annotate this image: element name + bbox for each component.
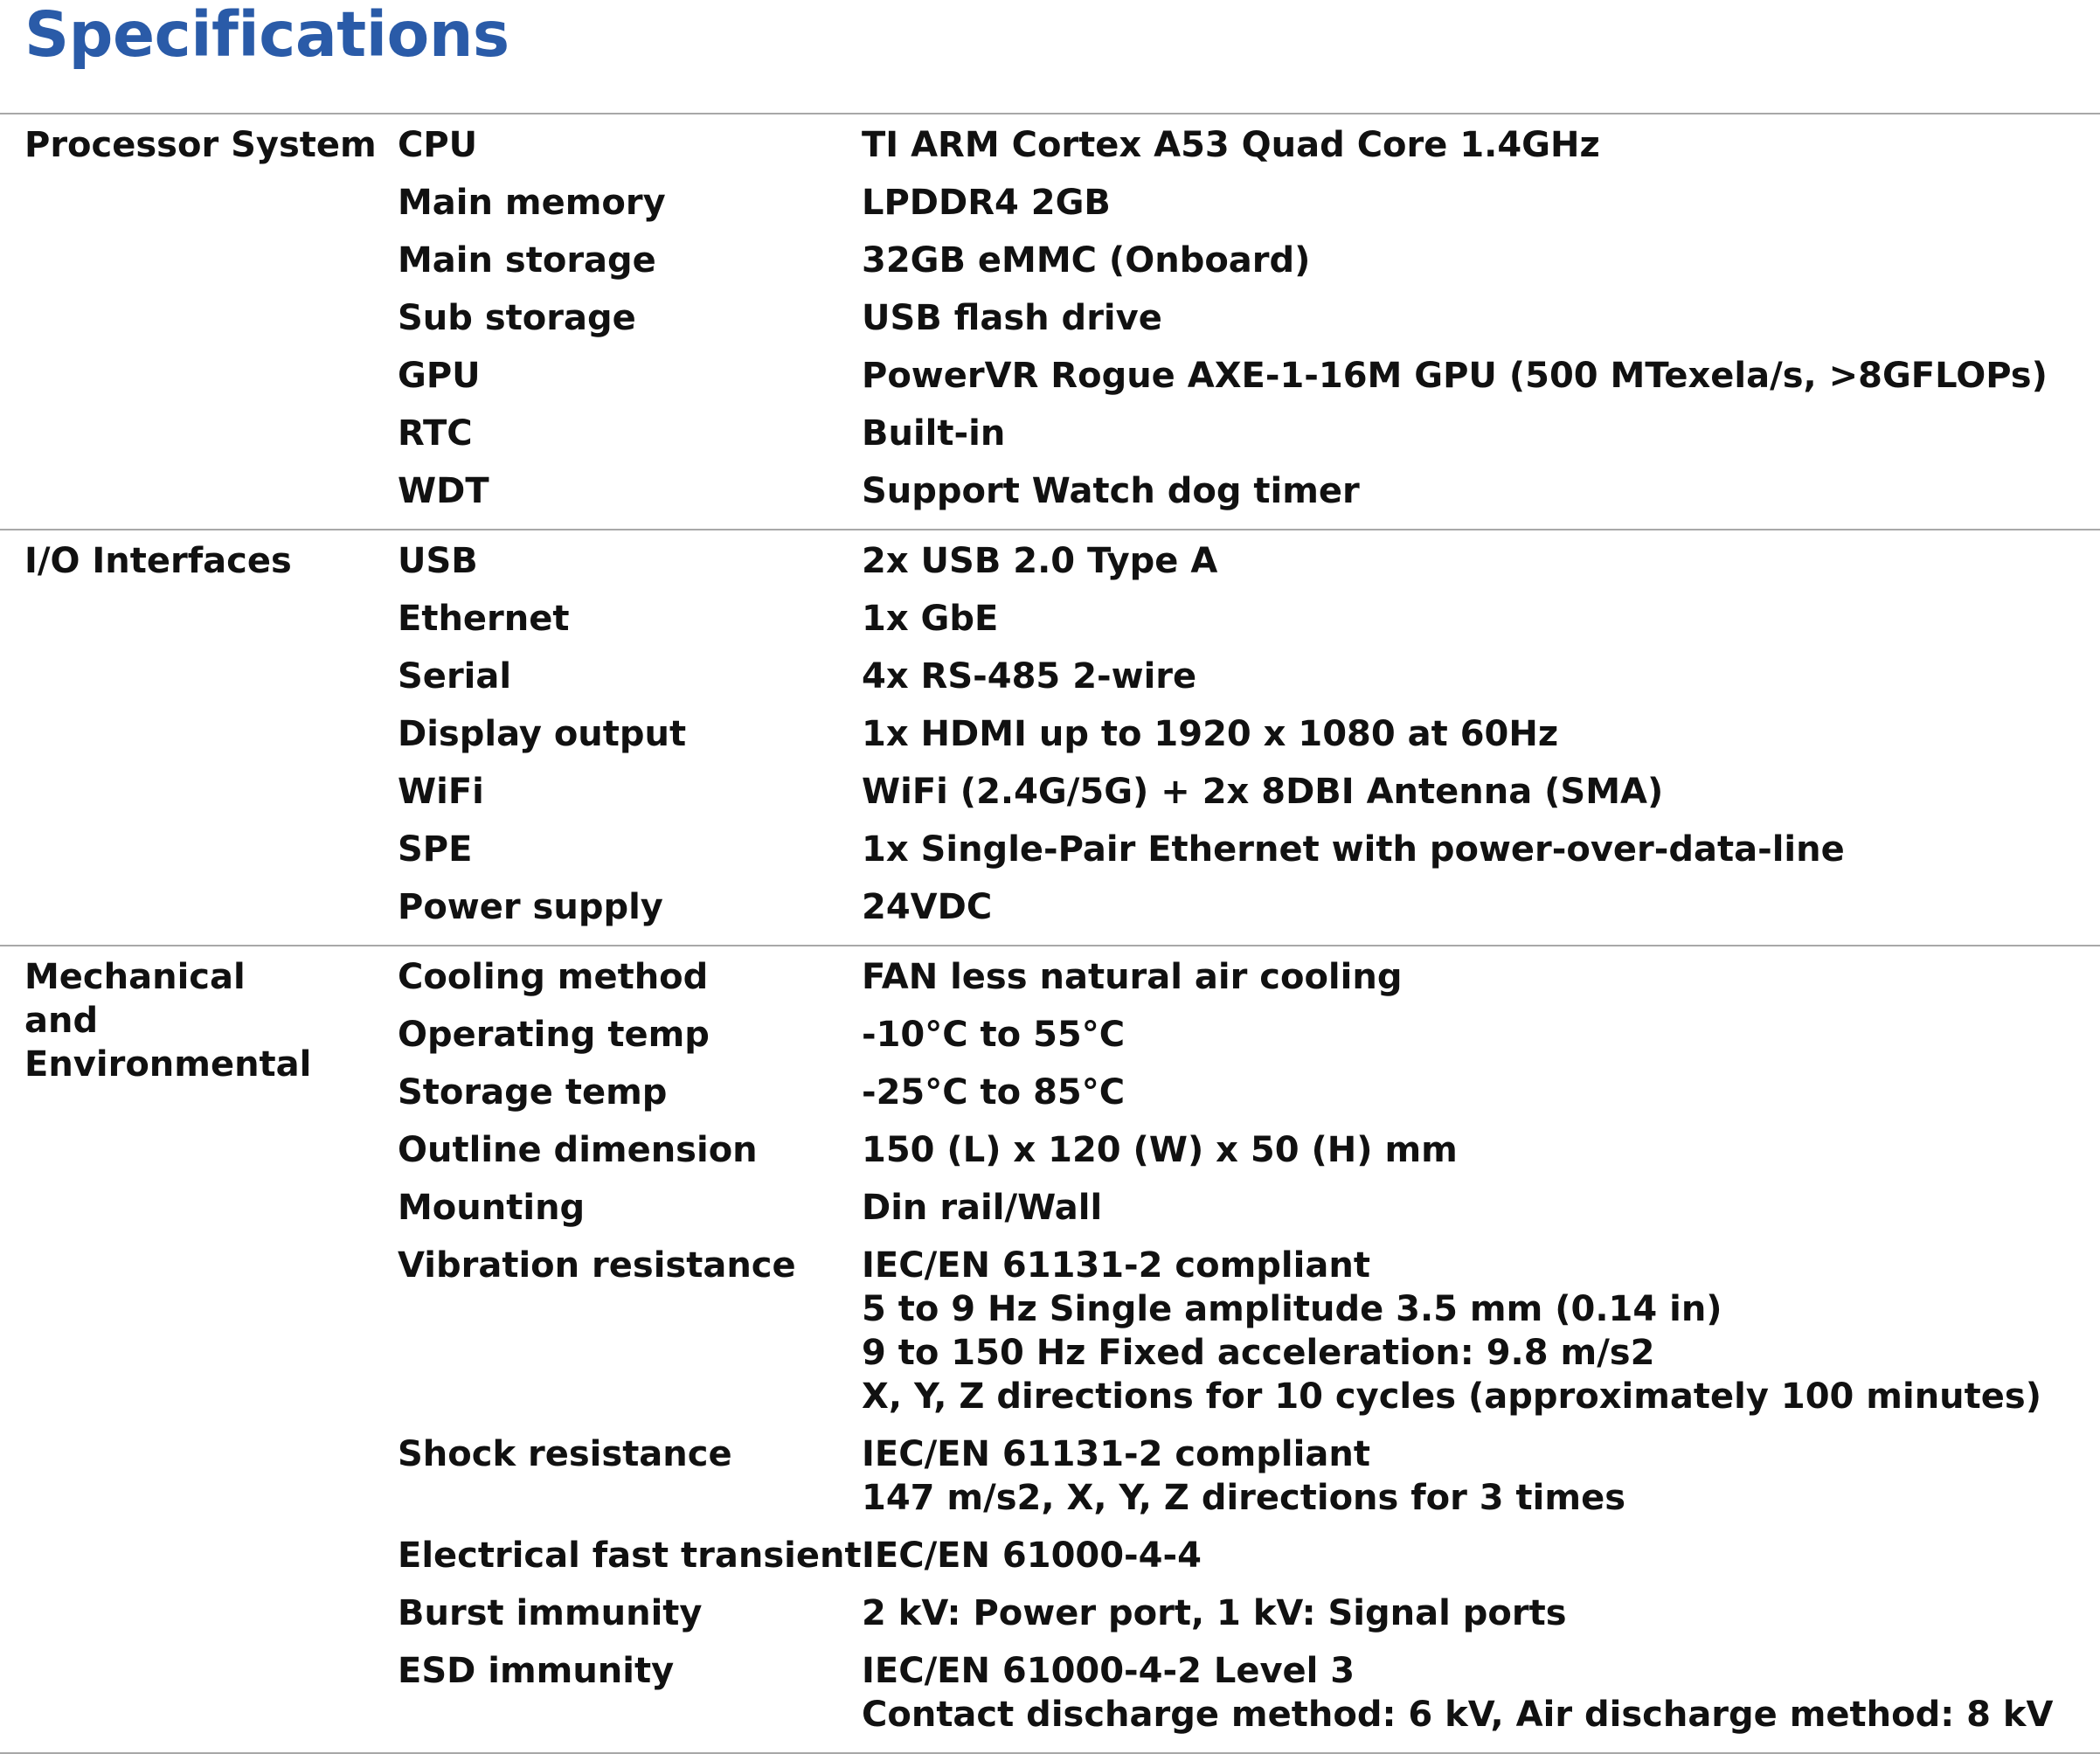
spec-row xyxy=(398,1432,2100,1520)
spec-value-line: IEC/EN 61131-2 compliant xyxy=(862,1245,1370,1286)
spec-value xyxy=(862,539,2100,583)
spec-value-line: X, Y, Z directions for 10 cycles (approximately 100 minutes) xyxy=(862,1376,2041,1417)
section-heading-line: Mechanical xyxy=(24,957,246,997)
spec-value-line: LPDDR4 2GB xyxy=(862,183,1111,223)
spec-value-line: TI ARM Cortex A53 Quad Core 1.4GHz xyxy=(862,125,1600,165)
spec-label: ESD immunity xyxy=(398,1651,675,1691)
spec-value xyxy=(862,1591,2100,1635)
section-mechanical-environmental xyxy=(0,945,2100,1754)
spec-value xyxy=(862,1649,2100,1737)
spec-value-line: 32GB eMMC (Onboard) xyxy=(862,240,1311,281)
spec-label: Shock resistance xyxy=(398,1434,732,1474)
spec-value-line: 9 to 150 Hz Fixed acceleration: 9.8 m/s2 xyxy=(862,1333,1655,1373)
spec-value xyxy=(862,181,2100,225)
spec-value xyxy=(862,770,2100,814)
spec-row xyxy=(398,469,2100,513)
spec-label: WDT xyxy=(398,471,489,511)
spec-value-line: IEC/EN 61000-4-2 Level 3 xyxy=(862,1651,1355,1691)
spec-value-line: 2x USB 2.0 Type A xyxy=(862,541,1218,581)
spec-value xyxy=(862,597,2100,641)
spec-value-line: 1x GbE xyxy=(862,599,999,639)
spec-value-line: Support Watch dog timer xyxy=(862,471,1360,511)
section-heading xyxy=(0,946,398,1752)
spec-value-line: IEC/EN 61000-4-4 xyxy=(862,1536,1202,1576)
spec-row xyxy=(398,770,2100,814)
spec-value xyxy=(862,712,2100,756)
section-heading-line: Environmental xyxy=(24,1044,312,1085)
spec-row xyxy=(398,539,2100,583)
spec-value xyxy=(862,1128,2100,1172)
spec-value-line: 2 kV: Power port, 1 kV: Signal ports xyxy=(862,1593,1567,1633)
spec-row xyxy=(398,239,2100,282)
spec-value xyxy=(862,655,2100,698)
spec-row xyxy=(398,412,2100,455)
spec-label: Operating temp xyxy=(398,1015,710,1055)
spec-label: SPE xyxy=(398,829,473,870)
spec-row xyxy=(398,1244,2100,1418)
spec-label: CPU xyxy=(398,125,478,165)
spec-value-line: FAN less natural air cooling xyxy=(862,957,1403,997)
spec-value-line: 150 (L) x 120 (W) x 50 (H) mm xyxy=(862,1130,1458,1170)
spec-value-line: Contact discharge method: 6 kV, Air discharge method: 8 kV xyxy=(862,1695,2054,1735)
spec-row xyxy=(398,655,2100,698)
spec-value-line: WiFi (2.4G/5G) + 2x 8DBI Antenna (SMA) xyxy=(862,772,1664,812)
spec-value-line: -10°C to 55°C xyxy=(862,1015,1126,1055)
spec-label: USB xyxy=(398,541,478,581)
spec-value-line: 147 m/s2, X, Y, Z directions for 3 times xyxy=(862,1478,1626,1518)
spec-row xyxy=(398,1534,2100,1577)
section-heading-line: and xyxy=(24,1001,99,1041)
spec-label: Display output xyxy=(398,714,687,754)
section-rows xyxy=(398,114,2100,529)
spec-value xyxy=(862,469,2100,513)
page-title: Specifications xyxy=(24,0,509,71)
section-heading: Processor System xyxy=(24,125,377,165)
spec-label: Electrical fast transient xyxy=(398,1536,862,1576)
section-processor-system xyxy=(0,113,2100,529)
spec-label: Storage temp xyxy=(398,1072,668,1113)
spec-value-line: 4x RS-485 2-wire xyxy=(862,656,1197,697)
spec-value xyxy=(862,1186,2100,1230)
spec-value-line: IEC/EN 61131-2 compliant xyxy=(862,1434,1370,1474)
spec-row xyxy=(398,1013,2100,1057)
spec-value xyxy=(862,123,2100,167)
spec-value xyxy=(862,239,2100,282)
spec-value-line: -25°C to 85°C xyxy=(862,1072,1126,1113)
spec-row xyxy=(398,123,2100,167)
spec-row xyxy=(398,1186,2100,1230)
spec-label: Ethernet xyxy=(398,599,570,639)
spec-label: Serial xyxy=(398,656,512,697)
spec-row xyxy=(398,181,2100,225)
section-heading: I/O Interfaces xyxy=(24,541,292,581)
spec-value-line: 24VDC xyxy=(862,887,993,927)
spec-value xyxy=(862,1071,2100,1114)
spec-label: Cooling method xyxy=(398,957,709,997)
spec-value xyxy=(862,955,2100,999)
spec-row xyxy=(398,1649,2100,1737)
spec-label: Power supply xyxy=(398,887,663,927)
spec-row xyxy=(398,955,2100,999)
section-rows xyxy=(398,946,2100,1752)
spec-row xyxy=(398,885,2100,929)
spec-label: GPU xyxy=(398,356,481,396)
spec-label: RTC xyxy=(398,413,473,454)
spec-value xyxy=(862,885,2100,929)
spec-label: Sub storage xyxy=(398,298,636,338)
spec-row xyxy=(398,1071,2100,1114)
spec-row xyxy=(398,1591,2100,1635)
spec-value xyxy=(862,1013,2100,1057)
spec-row xyxy=(398,1128,2100,1172)
spec-value-line: USB flash drive xyxy=(862,298,1162,338)
spec-value-line: PowerVR Rogue AXE-1-16M GPU (500 MTexela/s, >8GFLOPs) xyxy=(862,356,2048,396)
spec-label: Mounting xyxy=(398,1188,586,1228)
spec-value xyxy=(862,1432,2100,1520)
section-io-interfaces xyxy=(0,529,2100,945)
section-rows xyxy=(398,530,2100,945)
spec-table xyxy=(0,113,2100,1754)
spec-label: WiFi xyxy=(398,772,484,812)
spec-row xyxy=(398,296,2100,340)
spec-row xyxy=(398,597,2100,641)
spec-label: Vibration resistance xyxy=(398,1245,796,1286)
spec-row xyxy=(398,354,2100,398)
spec-label: Outline dimension xyxy=(398,1130,758,1170)
spec-value xyxy=(862,296,2100,340)
spec-value-line: Built-in xyxy=(862,413,1006,454)
spec-value xyxy=(862,354,2100,398)
spec-value xyxy=(862,828,2100,871)
spec-label: Burst immunity xyxy=(398,1593,703,1633)
spec-value-line: 1x Single-Pair Ethernet with power-over-data-line xyxy=(862,829,1845,870)
spec-value xyxy=(862,1534,2100,1577)
spec-value xyxy=(862,412,2100,455)
spec-label: Main storage xyxy=(398,240,656,281)
spec-row xyxy=(398,712,2100,756)
spec-value-line: Din rail/Wall xyxy=(862,1188,1103,1228)
spec-row xyxy=(398,828,2100,871)
spec-value-line: 1x HDMI up to 1920 x 1080 at 60Hz xyxy=(862,714,1559,754)
spec-label: Main memory xyxy=(398,183,666,223)
spec-value-line: 5 to 9 Hz Single amplitude 3.5 mm (0.14 in) xyxy=(862,1289,1722,1329)
spec-value xyxy=(862,1244,2100,1418)
